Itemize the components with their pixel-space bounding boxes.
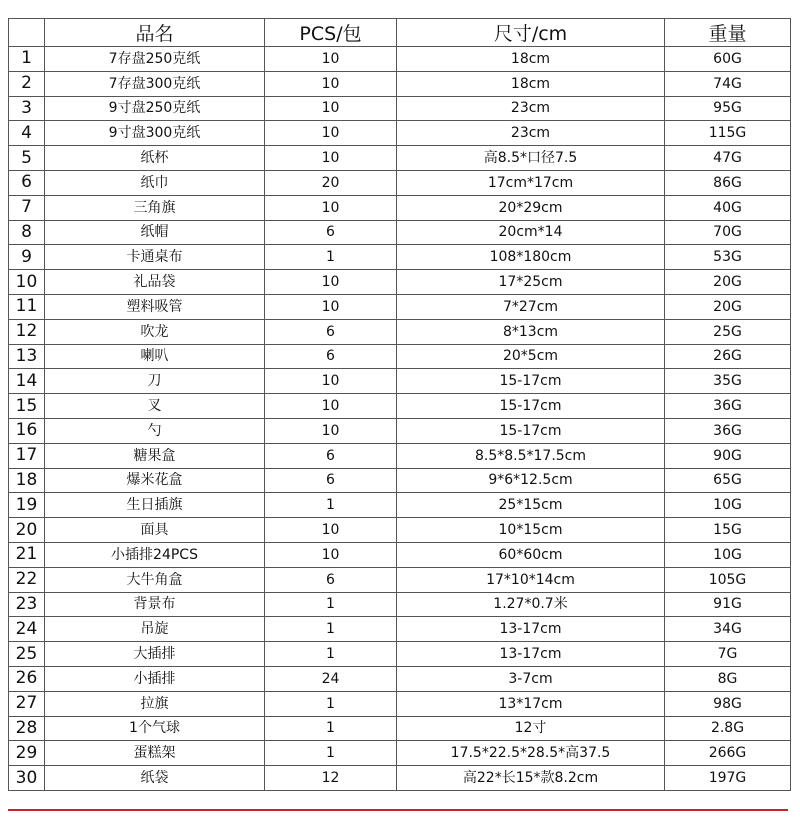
table-row xyxy=(9,394,791,419)
size-cell: 15-17cm xyxy=(397,418,665,443)
table-row xyxy=(9,71,791,96)
product-name-cell: 吹龙 xyxy=(45,319,265,344)
table-row xyxy=(9,617,791,642)
pcs-per-pack-cell: 1 xyxy=(265,592,397,617)
table-row xyxy=(9,468,791,493)
size-cell: 17*10*14cm xyxy=(397,567,665,592)
product-name-cell: 爆米花盒 xyxy=(45,468,265,493)
size-cell: 20*5cm xyxy=(397,344,665,369)
product-name-cell: 大插排 xyxy=(45,642,265,667)
pcs-per-pack-cell: 1 xyxy=(265,691,397,716)
product-name-cell: 拉旗 xyxy=(45,691,265,716)
table-row xyxy=(9,121,791,146)
weight-cell: 105G xyxy=(665,567,791,592)
product-name-cell: 纸巾 xyxy=(45,170,265,195)
product-name-cell: 喇叭 xyxy=(45,344,265,369)
size-cell: 13-17cm xyxy=(397,642,665,667)
row-index: 10 xyxy=(9,270,45,295)
row-index: 12 xyxy=(9,319,45,344)
table-row xyxy=(9,96,791,121)
row-index: 9 xyxy=(9,245,45,270)
row-index: 13 xyxy=(9,344,45,369)
product-name-cell: 面具 xyxy=(45,518,265,543)
table-row xyxy=(9,443,791,468)
size-cell: 17.5*22.5*28.5*高37.5 xyxy=(397,741,665,766)
row-index: 6 xyxy=(9,170,45,195)
table-row xyxy=(9,418,791,443)
product-name-cell: 9寸盘250克纸 xyxy=(45,96,265,121)
row-index: 5 xyxy=(9,146,45,171)
pcs-per-pack-cell: 6 xyxy=(265,567,397,592)
product-name-cell: 9寸盘300克纸 xyxy=(45,121,265,146)
size-cell: 15-17cm xyxy=(397,394,665,419)
weight-cell: 36G xyxy=(665,394,791,419)
table-row xyxy=(9,567,791,592)
product-name-cell: 吊旋 xyxy=(45,617,265,642)
pcs-per-pack-cell: 24 xyxy=(265,666,397,691)
size-cell: 3-7cm xyxy=(397,666,665,691)
header-index xyxy=(9,19,45,47)
product-name-cell: 小插排24PCS xyxy=(45,542,265,567)
table-row xyxy=(9,170,791,195)
weight-cell: 266G xyxy=(665,741,791,766)
product-name-cell: 三角旗 xyxy=(45,195,265,220)
weight-cell: 36G xyxy=(665,418,791,443)
table-row xyxy=(9,592,791,617)
row-index: 25 xyxy=(9,642,45,667)
product-name-cell: 1个气球 xyxy=(45,716,265,741)
product-spec-table-container xyxy=(8,18,791,791)
size-cell: 23cm xyxy=(397,121,665,146)
product-name-cell: 礼品袋 xyxy=(45,270,265,295)
table-row xyxy=(9,270,791,295)
table-row xyxy=(9,195,791,220)
pcs-per-pack-cell: 10 xyxy=(265,71,397,96)
size-cell: 8*13cm xyxy=(397,319,665,344)
table-row xyxy=(9,766,791,791)
row-index: 15 xyxy=(9,394,45,419)
product-name-cell: 小插排 xyxy=(45,666,265,691)
table-row xyxy=(9,294,791,319)
row-index: 1 xyxy=(9,47,45,72)
product-name-cell: 勺 xyxy=(45,418,265,443)
row-index: 30 xyxy=(9,766,45,791)
row-index: 7 xyxy=(9,195,45,220)
table-row xyxy=(9,666,791,691)
row-index: 27 xyxy=(9,691,45,716)
weight-cell: 98G xyxy=(665,691,791,716)
product-name-cell: 生日插旗 xyxy=(45,493,265,518)
row-index: 17 xyxy=(9,443,45,468)
pcs-per-pack-cell: 6 xyxy=(265,443,397,468)
row-index: 20 xyxy=(9,518,45,543)
pcs-per-pack-cell: 10 xyxy=(265,195,397,220)
header-size: 尺寸/cm xyxy=(397,19,665,47)
header-pcs-per-pack: PCS/包 xyxy=(265,19,397,47)
size-cell: 13*17cm xyxy=(397,691,665,716)
pcs-per-pack-cell: 10 xyxy=(265,270,397,295)
row-index: 11 xyxy=(9,294,45,319)
row-index: 3 xyxy=(9,96,45,121)
pcs-per-pack-cell: 10 xyxy=(265,96,397,121)
row-index: 23 xyxy=(9,592,45,617)
pcs-per-pack-cell: 6 xyxy=(265,468,397,493)
weight-cell: 197G xyxy=(665,766,791,791)
weight-cell: 25G xyxy=(665,319,791,344)
size-cell: 23cm xyxy=(397,96,665,121)
row-index: 26 xyxy=(9,666,45,691)
weight-cell: 47G xyxy=(665,146,791,171)
table-row xyxy=(9,344,791,369)
pcs-per-pack-cell: 10 xyxy=(265,418,397,443)
weight-cell: 74G xyxy=(665,71,791,96)
product-name-cell: 叉 xyxy=(45,394,265,419)
table-body xyxy=(9,47,791,791)
product-name-cell: 7存盘300克纸 xyxy=(45,71,265,96)
table-row xyxy=(9,220,791,245)
weight-cell: 40G xyxy=(665,195,791,220)
table-row xyxy=(9,369,791,394)
weight-cell: 90G xyxy=(665,443,791,468)
size-cell: 12寸 xyxy=(397,716,665,741)
pcs-per-pack-cell: 10 xyxy=(265,47,397,72)
table-row xyxy=(9,691,791,716)
size-cell: 7*27cm xyxy=(397,294,665,319)
product-name-cell: 纸袋 xyxy=(45,766,265,791)
row-index: 21 xyxy=(9,542,45,567)
weight-cell: 35G xyxy=(665,369,791,394)
size-cell: 1.27*0.7米 xyxy=(397,592,665,617)
size-cell: 9*6*12.5cm xyxy=(397,468,665,493)
size-cell: 17*25cm xyxy=(397,270,665,295)
pcs-per-pack-cell: 1 xyxy=(265,716,397,741)
footer-divider xyxy=(8,809,788,811)
product-name-cell: 大牛角盒 xyxy=(45,567,265,592)
size-cell: 18cm xyxy=(397,71,665,96)
size-cell: 20*29cm xyxy=(397,195,665,220)
table-header xyxy=(9,19,791,47)
row-index: 8 xyxy=(9,220,45,245)
product-name-cell: 背景布 xyxy=(45,592,265,617)
size-cell: 18cm xyxy=(397,47,665,72)
table-row xyxy=(9,146,791,171)
product-name-cell: 7存盘250克纸 xyxy=(45,47,265,72)
table-row xyxy=(9,741,791,766)
weight-cell: 20G xyxy=(665,294,791,319)
weight-cell: 10G xyxy=(665,542,791,567)
table-row xyxy=(9,47,791,72)
pcs-per-pack-cell: 6 xyxy=(265,319,397,344)
product-name-cell: 塑料吸管 xyxy=(45,294,265,319)
pcs-per-pack-cell: 1 xyxy=(265,741,397,766)
table-row xyxy=(9,245,791,270)
pcs-per-pack-cell: 1 xyxy=(265,493,397,518)
header-weight: 重量 xyxy=(665,19,791,47)
pcs-per-pack-cell: 1 xyxy=(265,617,397,642)
product-name-cell: 刀 xyxy=(45,369,265,394)
product-name-cell: 卡通桌布 xyxy=(45,245,265,270)
header-product-name: 品名 xyxy=(45,19,265,47)
row-index: 2 xyxy=(9,71,45,96)
weight-cell: 8G xyxy=(665,666,791,691)
table-row xyxy=(9,642,791,667)
size-cell: 8.5*8.5*17.5cm xyxy=(397,443,665,468)
table-row xyxy=(9,518,791,543)
pcs-per-pack-cell: 10 xyxy=(265,146,397,171)
row-index: 14 xyxy=(9,369,45,394)
weight-cell: 95G xyxy=(665,96,791,121)
size-cell: 108*180cm xyxy=(397,245,665,270)
pcs-per-pack-cell: 6 xyxy=(265,220,397,245)
header-row xyxy=(9,19,791,47)
table-row xyxy=(9,542,791,567)
row-index: 22 xyxy=(9,567,45,592)
size-cell: 13-17cm xyxy=(397,617,665,642)
pcs-per-pack-cell: 10 xyxy=(265,369,397,394)
weight-cell: 86G xyxy=(665,170,791,195)
pcs-per-pack-cell: 12 xyxy=(265,766,397,791)
product-spec-table xyxy=(8,18,791,791)
row-index: 24 xyxy=(9,617,45,642)
product-name-cell: 纸帽 xyxy=(45,220,265,245)
table-row xyxy=(9,716,791,741)
weight-cell: 15G xyxy=(665,518,791,543)
weight-cell: 2.8G xyxy=(665,716,791,741)
product-name-cell: 糖果盒 xyxy=(45,443,265,468)
pcs-per-pack-cell: 1 xyxy=(265,245,397,270)
table-row xyxy=(9,319,791,344)
row-index: 4 xyxy=(9,121,45,146)
size-cell: 25*15cm xyxy=(397,493,665,518)
weight-cell: 7G xyxy=(665,642,791,667)
pcs-per-pack-cell: 10 xyxy=(265,394,397,419)
size-cell: 17cm*17cm xyxy=(397,170,665,195)
pcs-per-pack-cell: 1 xyxy=(265,642,397,667)
pcs-per-pack-cell: 10 xyxy=(265,294,397,319)
product-name-cell: 蛋糕架 xyxy=(45,741,265,766)
pcs-per-pack-cell: 6 xyxy=(265,344,397,369)
weight-cell: 20G xyxy=(665,270,791,295)
size-cell: 10*15cm xyxy=(397,518,665,543)
product-name-cell: 纸杯 xyxy=(45,146,265,171)
weight-cell: 26G xyxy=(665,344,791,369)
size-cell: 20cm*14 xyxy=(397,220,665,245)
row-index: 16 xyxy=(9,418,45,443)
size-cell: 15-17cm xyxy=(397,369,665,394)
weight-cell: 65G xyxy=(665,468,791,493)
size-cell: 高22*长15*款8.2cm xyxy=(397,766,665,791)
weight-cell: 115G xyxy=(665,121,791,146)
pcs-per-pack-cell: 10 xyxy=(265,121,397,146)
size-cell: 高8.5*口径7.5 xyxy=(397,146,665,171)
weight-cell: 53G xyxy=(665,245,791,270)
row-index: 19 xyxy=(9,493,45,518)
table-row xyxy=(9,493,791,518)
weight-cell: 10G xyxy=(665,493,791,518)
pcs-per-pack-cell: 10 xyxy=(265,518,397,543)
weight-cell: 70G xyxy=(665,220,791,245)
pcs-per-pack-cell: 10 xyxy=(265,542,397,567)
weight-cell: 60G xyxy=(665,47,791,72)
weight-cell: 34G xyxy=(665,617,791,642)
row-index: 28 xyxy=(9,716,45,741)
row-index: 29 xyxy=(9,741,45,766)
weight-cell: 91G xyxy=(665,592,791,617)
row-index: 18 xyxy=(9,468,45,493)
pcs-per-pack-cell: 20 xyxy=(265,170,397,195)
size-cell: 60*60cm xyxy=(397,542,665,567)
